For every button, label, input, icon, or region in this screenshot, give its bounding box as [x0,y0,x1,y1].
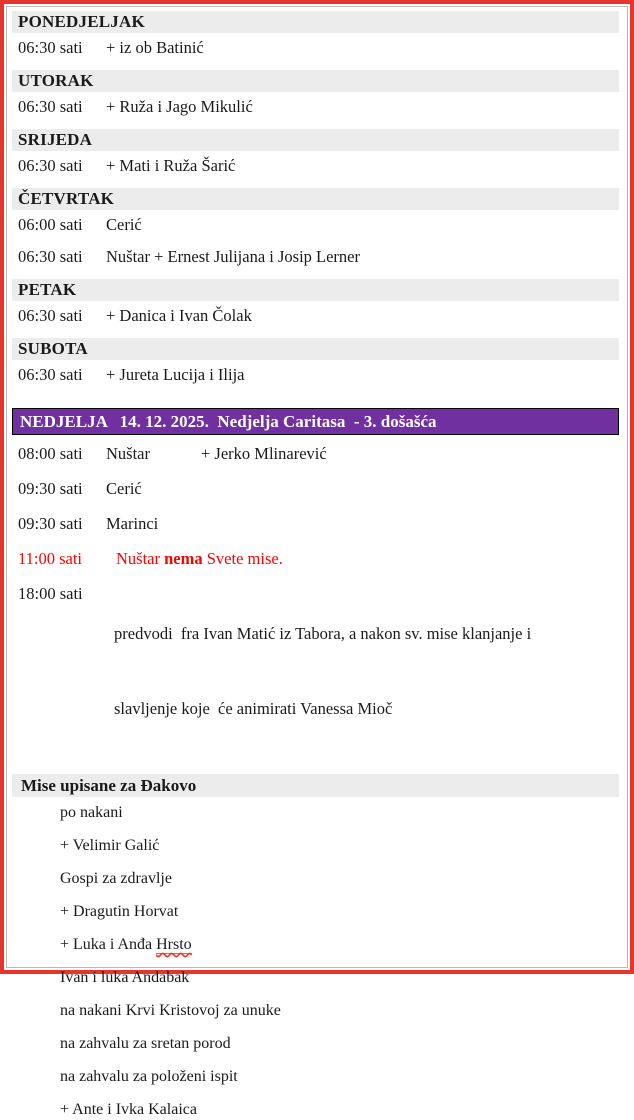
day-header-tuesday: UTORAK [12,70,619,92]
intention-item: + Velimir Galić [60,837,160,854]
mass-entry [12,247,621,266]
dakovo-header: Mise upisane za Đakovo [12,774,619,797]
sunday-section [12,408,621,759]
mass-entry [12,306,621,325]
entry-line2: slavljenje koje će animirati Vanessa Mioč [114,699,393,718]
entry-intention: + Ruža i Jago Mikulić [106,97,253,116]
entry-time: 06:00 sati [18,215,83,234]
intention-item: na zahvalu za sretan porod [60,1035,231,1052]
entry-place: Cerić [106,479,142,498]
intention-item: + Ante i Ivka Kalaica [60,1101,197,1118]
entry-time: 11:00 sati [18,549,83,568]
mass-entry [12,479,621,499]
day-section-saturday [12,338,621,384]
intention-text: + Luka i Anđa [60,936,157,953]
entry-time: 09:30 sati [18,514,83,533]
day-section-friday [12,279,621,325]
entry-intention [106,584,531,759]
day-section-thursday [12,188,621,266]
sunday-banner: NEDJELJA 14. 12. 2025. Nedjelja Caritasa - 3. došašća [12,408,619,435]
dakovo-section [12,774,621,1120]
mass-entry [12,156,621,175]
day-section-tuesday [12,70,621,116]
entry-time: 06:30 sati [18,156,83,175]
entry-intention: + iz ob Batinić [106,38,204,57]
intention-item: po nakani [60,804,123,821]
entry-time: 08:00 sati [18,444,83,463]
intention-item: + Dragutin Horvat [60,903,179,920]
entry-place: Marinci [106,514,159,533]
entry-time: 18:00 sati [18,584,83,603]
intention-item [12,935,621,955]
entry-place: Nuštar [106,444,150,463]
entry-intention: Nuštar + Ernest Julijana i Josip Lerner [106,247,360,266]
day-header-wednesday: SRIJEDA [12,129,619,151]
intention-item: na zahvalu za položeni ispit [60,1068,238,1085]
entry-intention: + Mati i Ruža Šarić [106,156,236,175]
entry-intention: + Danica i Ivan Čolak [106,306,252,325]
entry-time: 06:30 sati [18,247,83,266]
entry-time: 06:30 sati [18,97,83,116]
entry-time: 06:30 sati [18,38,83,57]
intention-item: Ivan i luka Andabak [60,969,190,986]
day-header-thursday: ČETVRTAK [12,188,619,210]
day-header-monday: PONEDJELJAK [12,11,619,33]
mass-entry [12,97,621,116]
intention-item: Gospi za zdravlje [60,870,172,887]
intention-item: na nakani Krvi Kristovoj za unuke [60,1002,281,1019]
entry-intention: + Jerko Mlinarević [201,444,327,463]
entry-time: 06:30 sati [18,365,83,384]
day-section-monday [12,11,621,57]
mass-entry [12,584,621,759]
entry-time: 09:30 sati [18,479,83,498]
misspelled-word: Hrsto [156,936,192,953]
no-mass-notice [12,549,621,569]
mass-entry [12,514,621,534]
mass-entry [12,38,621,57]
notice-text [106,549,283,569]
entry-intention: + Jureta Lucija i Ilija [106,365,245,384]
day-header-friday: PETAK [12,279,619,301]
notice-bold-word: nema [164,549,203,568]
entry-intention: Cerić [106,215,142,234]
mass-entry [12,444,621,464]
day-header-saturday: SUBOTA [12,338,619,360]
entry-time: 06:30 sati [18,306,83,325]
day-section-wednesday [12,129,621,175]
notice-post: Svete mise. [202,549,283,568]
bulletin-page [6,6,628,1118]
mass-entry [12,365,621,384]
entry-line1: predvodi fra Ivan Matić iz Tabora, a nakon sv. mise klanjanje i [114,624,532,643]
mass-entry [12,215,621,234]
notice-pre: Nuštar [116,549,165,568]
